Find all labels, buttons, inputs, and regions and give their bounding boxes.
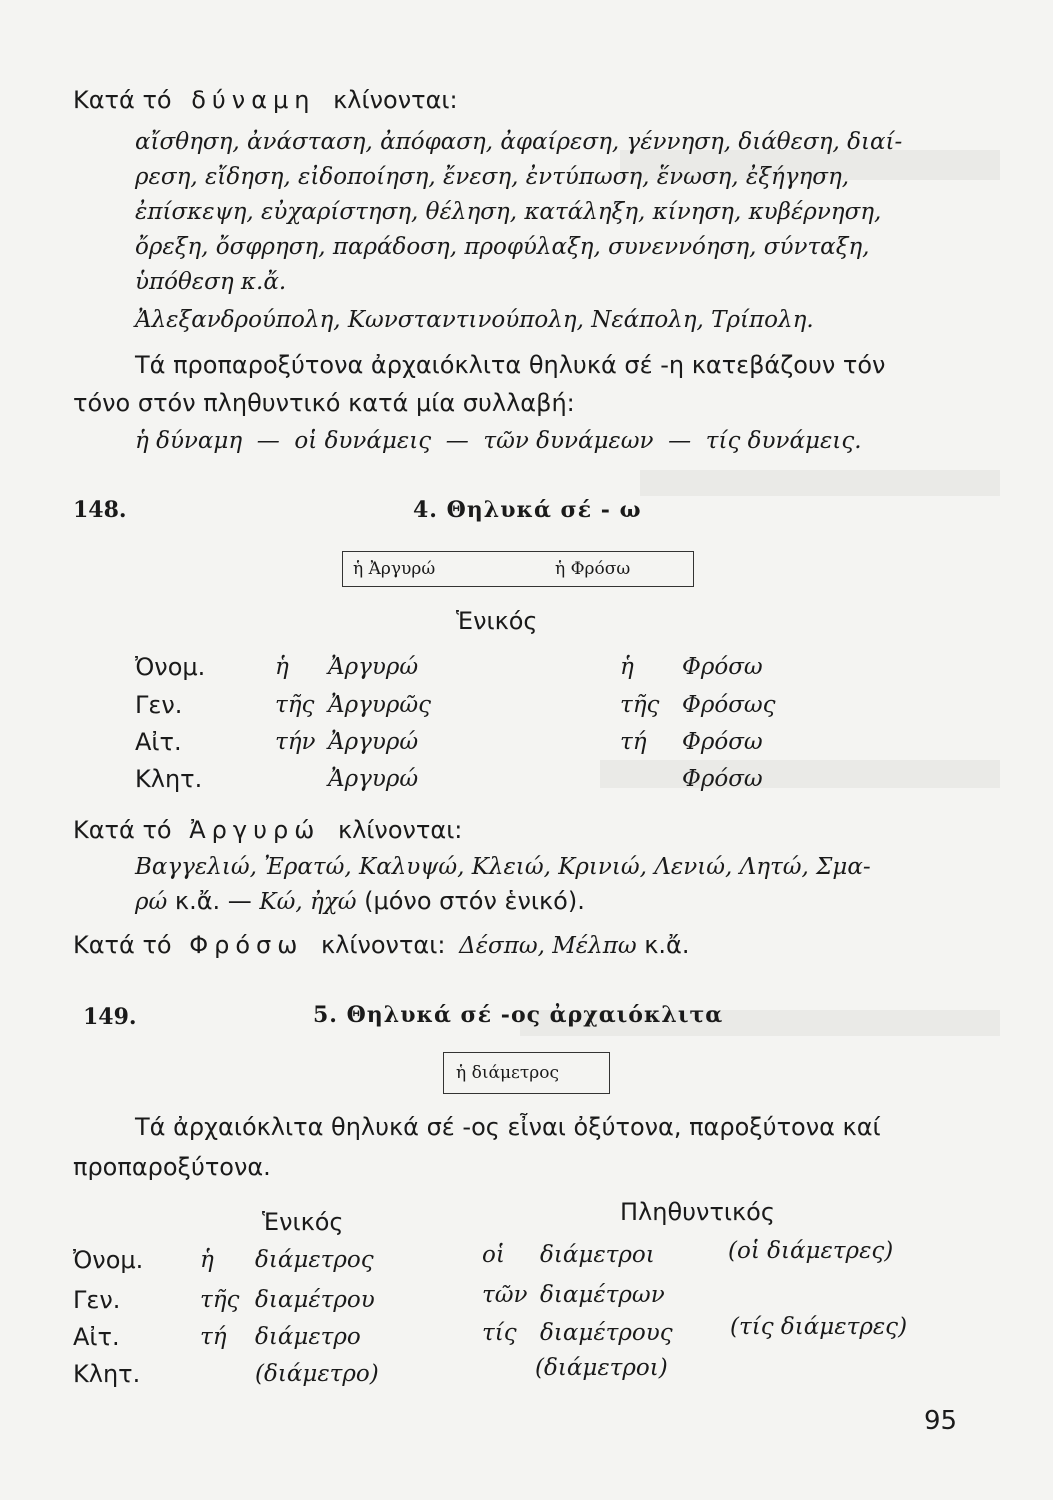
case-label: Αἰτ. bbox=[73, 1323, 120, 1351]
section-title: 5. Θηλυκά σέ -ος ἀρχαιόκλιτα bbox=[313, 1002, 724, 1028]
note-word: Φρόσω bbox=[189, 931, 304, 959]
noun-form: διαμέτρου bbox=[255, 1287, 375, 1313]
article: τή bbox=[620, 729, 647, 755]
section-number: 149. bbox=[83, 1004, 137, 1030]
article: τῆς bbox=[620, 692, 660, 718]
note-suffix: κλίνονται: bbox=[321, 931, 446, 959]
noun-form: Ἀργυρώ bbox=[328, 654, 419, 680]
note-list-italic: Δέσπω, Μέλπω bbox=[459, 933, 637, 959]
column-header-plural: Πληθυντικός bbox=[620, 1198, 775, 1226]
note-word: Ἀργυρώ bbox=[189, 816, 321, 844]
word-list-line: αἴσθηση, ἀνάσταση, ἀπόφαση, ἀφαίρεση, γέννηση, διάθεση, διαί- bbox=[135, 129, 903, 155]
section-title: 4. Θηλυκά σέ - ω bbox=[413, 497, 642, 523]
intro-prefix: Κατά τό bbox=[73, 86, 172, 114]
noun-form: διάμετρος bbox=[255, 1247, 374, 1273]
noun-form: Φρόσω bbox=[682, 654, 763, 680]
article: τή bbox=[200, 1324, 227, 1350]
article: τῶν bbox=[482, 1282, 528, 1308]
example-box bbox=[443, 1052, 610, 1094]
alternate-form: (τίς διάμετρες) bbox=[730, 1314, 908, 1340]
column-header-singular: Ἑνικός bbox=[262, 1208, 344, 1236]
note-prefix: Κατά τό bbox=[73, 816, 172, 844]
noun-form: διαμέτρους bbox=[540, 1320, 673, 1346]
note-list-line bbox=[135, 886, 585, 917]
noun-form: Ἀργυρώ bbox=[328, 729, 419, 755]
section-number: 148. bbox=[73, 497, 127, 523]
note-list-text: (μόνο στόν ἑνικό). bbox=[364, 887, 585, 915]
article: τῆς bbox=[275, 692, 315, 718]
note-line bbox=[73, 930, 689, 961]
note-list-text: κ.ἄ. bbox=[644, 931, 690, 959]
bleed-through-shadow bbox=[600, 760, 1000, 788]
rule-line: τόνο στόν πληθυντικό κατά μία συλλαβή: bbox=[73, 389, 575, 417]
word-list-line: ρεση, εἴδηση, εἰδοποίηση, ἔνεση, ἐντύπωση, ἕνωση, ἐξήγηση, bbox=[135, 164, 850, 190]
note-prefix: Κατά τό bbox=[73, 931, 172, 959]
noun-form: διαμέτρων bbox=[540, 1282, 665, 1308]
article: τήν bbox=[275, 729, 316, 755]
note-line bbox=[73, 815, 462, 845]
article: τίς bbox=[482, 1320, 517, 1346]
case-label: Γεν. bbox=[135, 691, 183, 719]
noun-form: Ἀργυρῶς bbox=[328, 692, 432, 718]
article: ἡ bbox=[275, 654, 289, 680]
noun-form: (διάμετρο) bbox=[255, 1361, 379, 1387]
noun-form: Φρόσω bbox=[682, 729, 763, 755]
noun-form: Φρόσω bbox=[682, 766, 763, 792]
rule-line: Τά προπαροξύτονα ἀρχαιόκλιτα θηλυκά σέ -η κατεβάζουν τόν bbox=[135, 351, 886, 379]
alternate-form: (οἱ διάμετρες) bbox=[728, 1238, 894, 1264]
article: ἡ bbox=[200, 1247, 214, 1273]
page-number: 95 bbox=[924, 1406, 958, 1436]
noun-form: (διάμετροι) bbox=[535, 1355, 668, 1381]
box-left-word: ἡ Ἀργυρώ bbox=[353, 559, 436, 579]
body-line: Τά ἀρχαιόκλιτα θηλυκά σέ -ος εἶναι ὀξύτονα, παροξύτονα καί bbox=[135, 1113, 881, 1141]
noun-form: διάμετρο bbox=[255, 1324, 361, 1350]
note-list-text: κ.ἄ. — bbox=[174, 887, 252, 915]
article: τῆς bbox=[200, 1287, 240, 1313]
intro-line bbox=[73, 85, 458, 115]
example-box bbox=[342, 551, 694, 587]
note-list-italic: ρώ bbox=[135, 889, 168, 915]
noun-form: διάμετροι bbox=[540, 1242, 655, 1268]
noun-form: Ἀργυρώ bbox=[328, 766, 419, 792]
word-list-line: ἐπίσκεψη, εὐχαρίστηση, θέληση, κατάληξη, κίνηση, κυβέρνηση, bbox=[135, 199, 882, 225]
case-label: Κλητ. bbox=[73, 1360, 141, 1388]
bleed-through-shadow bbox=[640, 470, 1000, 496]
word-list-line: ὄρεξη, ὄσφρηση, παράδοση, προφύλαξη, συνεννόηση, σύνταξη, bbox=[135, 234, 870, 260]
case-label: Αἰτ. bbox=[135, 728, 182, 756]
box-right-word: ἡ Φρόσω bbox=[555, 559, 631, 579]
article: ἡ bbox=[620, 654, 634, 680]
note-list-line: Βαγγελιώ, Ἐρατώ, Καλυψώ, Κλειώ, Κρινιώ, Λενιώ, Λητώ, Σμα- bbox=[135, 854, 871, 880]
word-list-line: Ἀλεξανδρούπολη, Κωνσταντινούπολη, Νεάπολη, Τρίπολη. bbox=[135, 307, 814, 333]
article: οἱ bbox=[482, 1242, 505, 1268]
word-list-line: ὑπόθεση κ.ἄ. bbox=[135, 269, 287, 295]
intro-word: δύναμη bbox=[191, 86, 316, 114]
body-line: προπαροξύτονα. bbox=[73, 1153, 271, 1181]
note-list-italic: Κώ, ἠχώ bbox=[259, 889, 357, 915]
case-label: Ὀνομ. bbox=[73, 1246, 144, 1274]
note-suffix: κλίνονται: bbox=[337, 816, 463, 844]
case-label: Ὀνομ. bbox=[135, 653, 206, 681]
intro-suffix: κλίνονται: bbox=[333, 86, 458, 114]
box-word: ἡ διάμετρος bbox=[456, 1063, 559, 1083]
case-label: Γεν. bbox=[73, 1286, 121, 1314]
column-header-singular: Ἑνικός bbox=[456, 607, 538, 635]
noun-form: Φρόσως bbox=[682, 692, 776, 718]
example-line: ἡ δύναμη — οἱ δυνάμεις — τῶν δυνάμεων — τίς δυνάμεις. bbox=[135, 428, 862, 454]
case-label: Κλητ. bbox=[135, 765, 203, 793]
